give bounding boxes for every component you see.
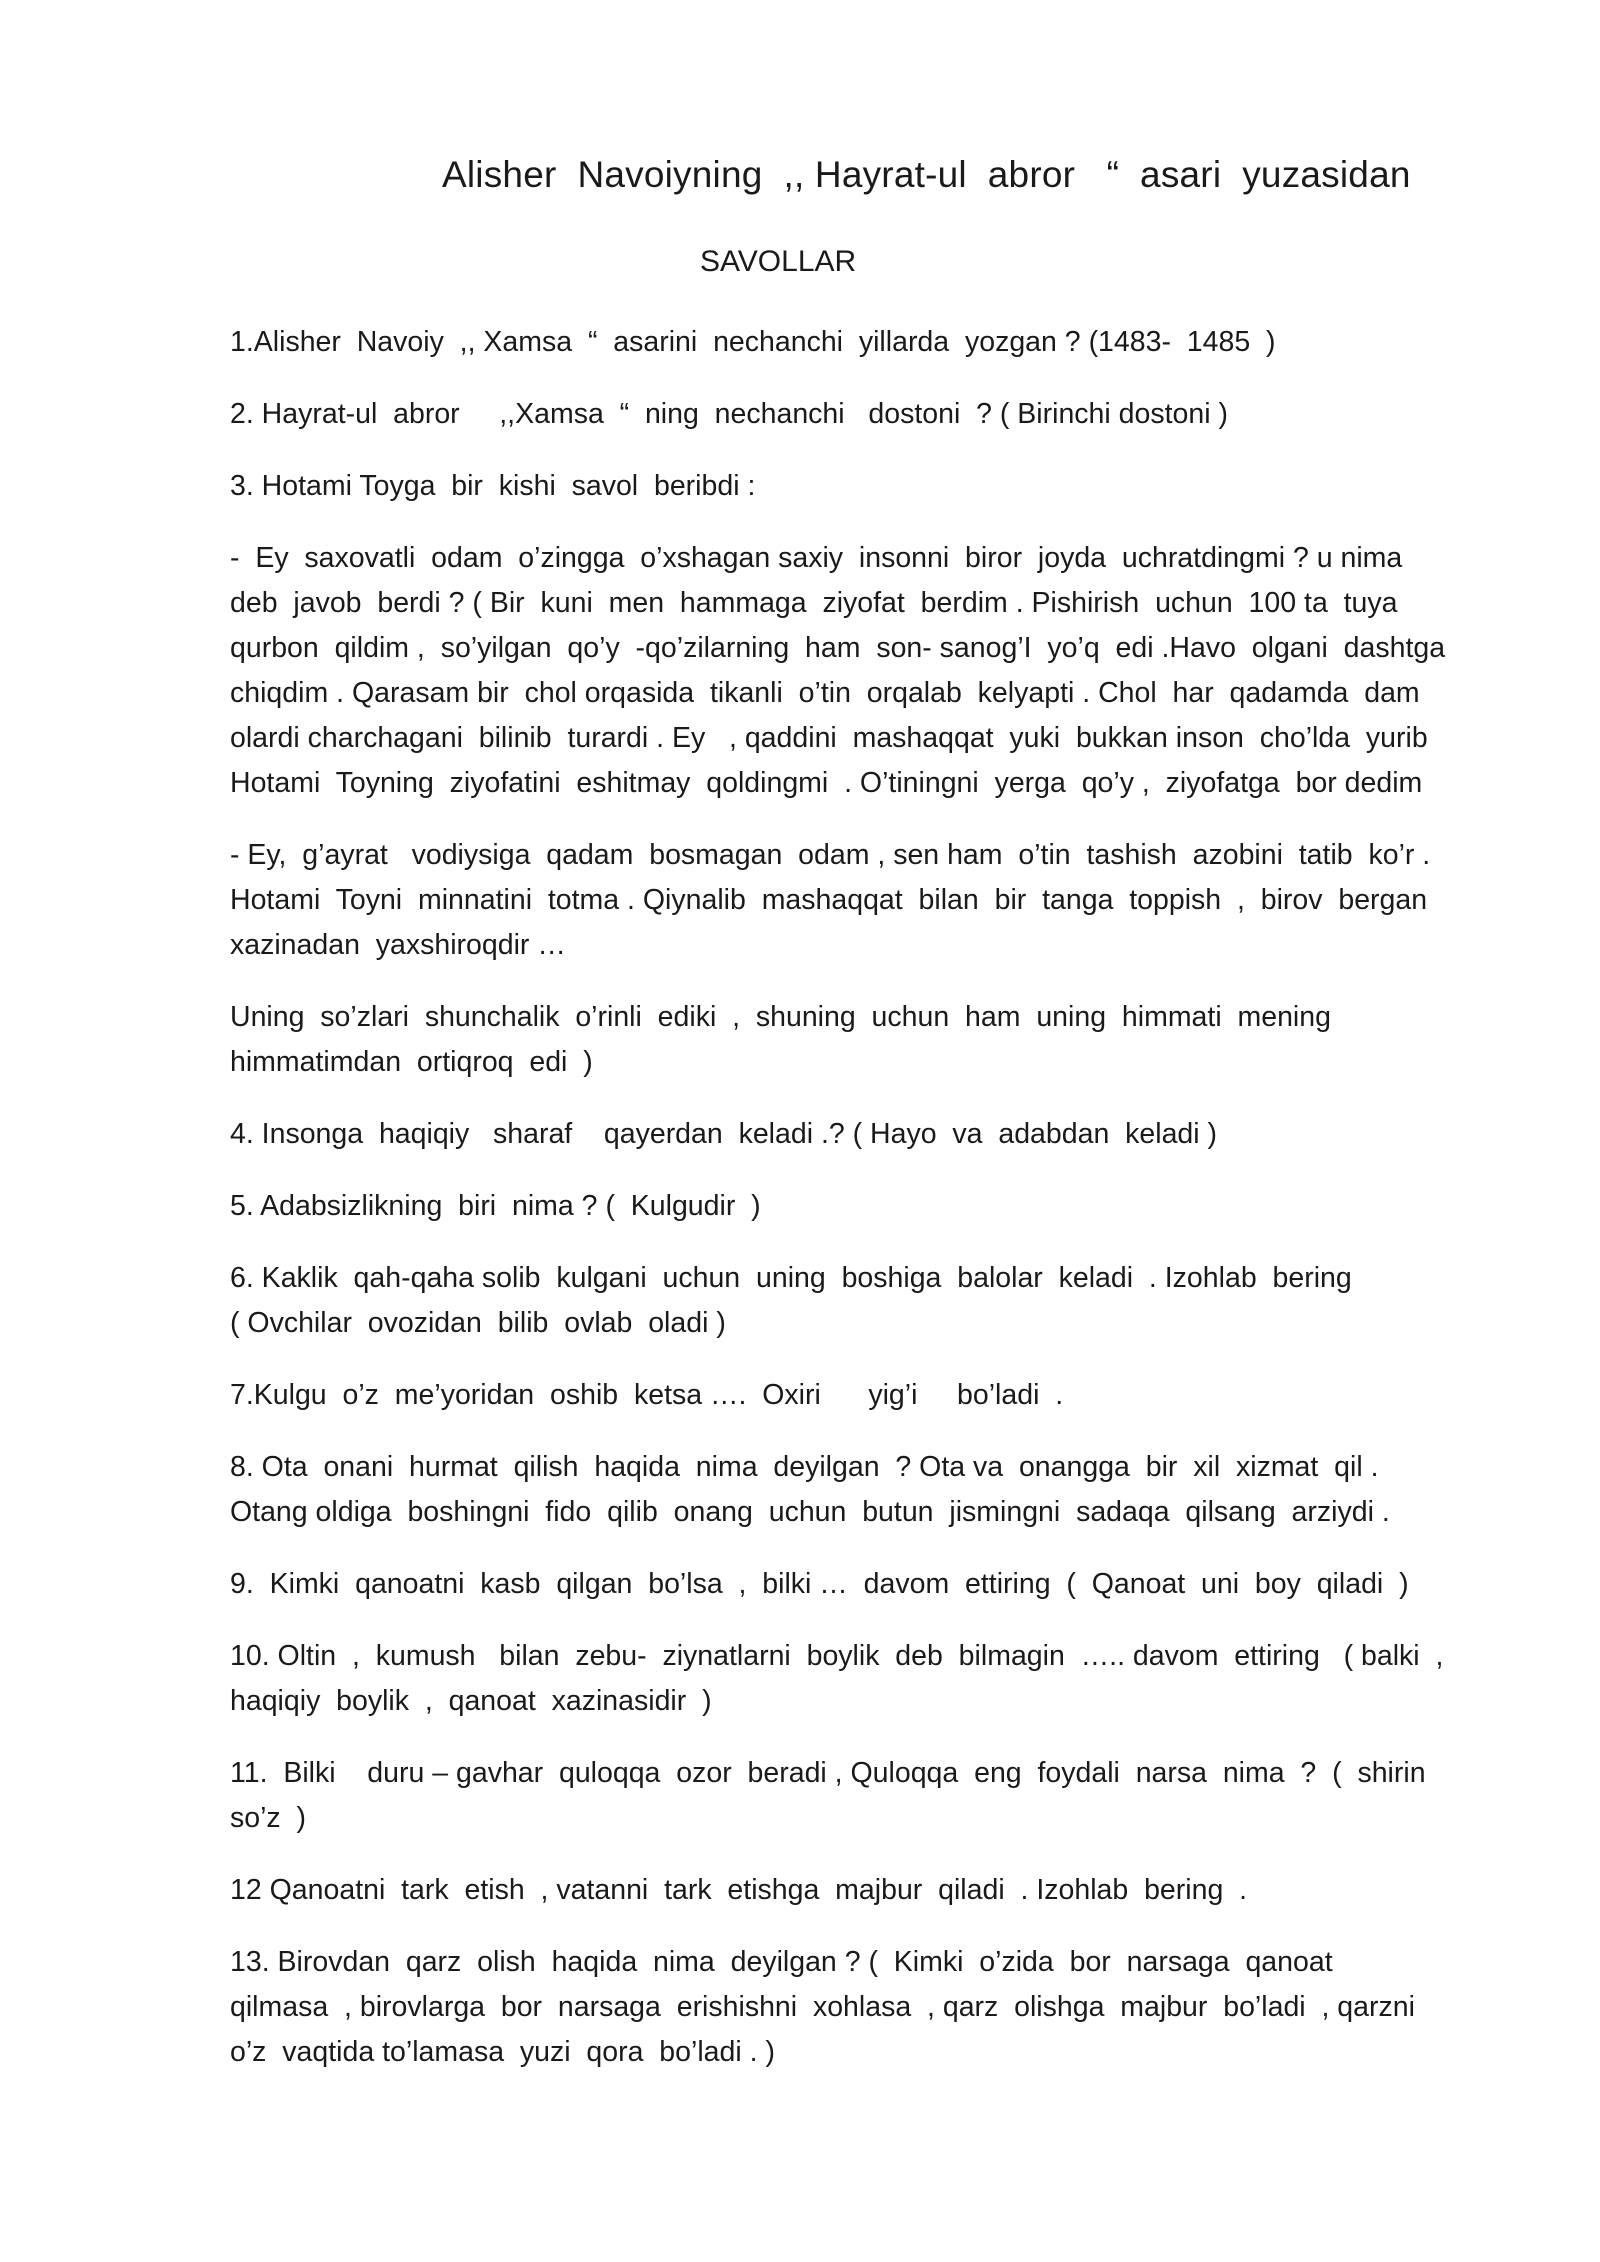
paragraph-line: 3. Hotami Toyga bir kishi savol beribdi :: [230, 470, 756, 502]
paragraph: [230, 1562, 1492, 1607]
paragraph: [230, 1868, 1492, 1913]
paragraph-line: xazinadan yaxshiroqdir …: [230, 929, 566, 961]
paragraph-line: chiqdim . Qarasam bir chol orqasida tikanli o’tin orqalab kelyapti . Chol har qadamda dam: [230, 677, 1420, 709]
paragraph-line: deb javob berdi ? ( Bir kuni men hammaga ziyofat berdim . Pishirish uchun 100 ta tuya: [230, 587, 1398, 619]
paragraph-line: 1.Alisher Navoiy ,, Xamsa “ asarini nechanchi yillarda yozgan ? (1483- 1485 ): [230, 326, 1276, 358]
paragraph-line: o’z vaqtida to’lamasa yuzi qora bo’ladi . ): [230, 2036, 775, 2068]
paragraph: [230, 536, 1492, 806]
paragraph: [230, 833, 1492, 968]
paragraph-line: qilmasa , birovlarga bor narsaga erishishni xohlasa , qarz olishga majbur bo’ladi , qarzni: [230, 1991, 1415, 2023]
paragraph: [230, 1940, 1492, 2075]
paragraph: [230, 1256, 1492, 1346]
paragraph: [230, 1445, 1492, 1535]
paragraph-line: 2. Hayrat-ul abror ,,Xamsa “ ning nechanchi dostoni ? ( Birinchi dostoni ): [230, 398, 1228, 430]
paragraph-line: 12 Qanoatni tark etish , vatanni tark etishga majbur qiladi . Izohlab bering .: [230, 1874, 1248, 1906]
paragraph: [230, 1112, 1492, 1157]
paragraph-line: 6. Kaklik qah-qaha solib kulgani uchun uning boshiga balolar keladi . Izohlab bering: [230, 1262, 1352, 1294]
paragraph: [230, 1184, 1492, 1229]
document-title: Alisher Navoiyning ,, Hayrat-ul abror “ asari yuzasidan: [442, 154, 1411, 195]
paragraph-line: 9. Kimki qanoatni kasb qilgan bo’lsa , bilki … davom ettiring ( Qanoat uni boy qiladi ): [230, 1568, 1409, 1600]
paragraph-line: haqiqiy boylik , qanoat xazinasidir ): [230, 1685, 712, 1717]
paragraph: [230, 1634, 1492, 1724]
paragraph: [230, 464, 1492, 509]
paragraph: [230, 995, 1492, 1085]
paragraph-line: 10. Oltin , kumush bilan zebu- ziynatlarni boylik deb bilmagin ….. davom ettiring ( balki ,: [230, 1640, 1444, 1672]
document-body: [230, 320, 1492, 2102]
paragraph-line: himmatimdan ortiqroq edi ): [230, 1046, 593, 1078]
paragraph-line: Otang oldiga boshingni fido qilib onang uchun butun jismingni sadaqa qilsang arziydi .: [230, 1496, 1390, 1528]
paragraph-line: 7.Kulgu o’z me’yoridan oshib ketsa …. Oxiri yig’i bo’ladi .: [230, 1379, 1064, 1411]
paragraph-line: ( Ovchilar ovozidan bilib ovlab oladi ): [230, 1307, 726, 1339]
paragraph-line: so’z ): [230, 1802, 307, 1834]
paragraph: [230, 1373, 1492, 1418]
paragraph: [230, 1751, 1492, 1841]
paragraph: [230, 392, 1492, 437]
paragraph-line: Uning so’zlari shunchalik o’rinli ediki , shuning uchun ham uning himmati mening: [230, 1001, 1331, 1033]
paragraph-line: Hotami Toyni minnatini totma . Qiynalib mashaqqat bilan bir tanga toppish , birov bergan: [230, 884, 1428, 916]
paragraph-line: olardi charchagani bilinib turardi . Ey , qaddini mashaqqat yuki bukkan inson cho’lda yurib: [230, 722, 1428, 754]
document-subtitle: SAVOLLAR: [700, 245, 857, 278]
paragraph-line: 11. Bilki duru – gavhar quloqqa ozor beradi , Quloqqa eng foydali narsa nima ? ( shirin: [230, 1757, 1426, 1789]
paragraph-line: 13. Birovdan qarz olish haqida nima deyilgan ? ( Kimki o’zida bor narsaga qanoat: [230, 1946, 1333, 1978]
paragraph-line: qurbon qildim , so’yilgan qo’y -qo’zilarning ham son- sanog’I yo’q edi .Havo olgani dashtga: [230, 632, 1446, 664]
paragraph-line: 5. Adabsizlikning biri nima ? ( Kulgudir ): [230, 1190, 761, 1222]
paragraph-line: 8. Ota onani hurmat qilish haqida nima deyilgan ? Ota va onangga bir xil xizmat qil .: [230, 1451, 1379, 1483]
paragraph: [230, 320, 1492, 365]
paragraph-line: - Ey, g’ayrat vodiysiga qadam bosmagan odam , sen ham o’tin tashish azobini tatib ko’r .: [230, 839, 1431, 871]
paragraph-line: 4. Insonga haqiqiy sharaf qayerdan keladi .? ( Hayo va adabdan keladi ): [230, 1118, 1218, 1150]
paragraph-line: Hotami Toyning ziyofatini eshitmay qoldingmi . O’tiningni yerga qo’y , ziyofatga bor dedim: [230, 767, 1423, 799]
paragraph-line: - Ey saxovatli odam o’zingga o’xshagan saxiy insonni biror joyda uchratdingmi ? u nima: [230, 542, 1403, 574]
